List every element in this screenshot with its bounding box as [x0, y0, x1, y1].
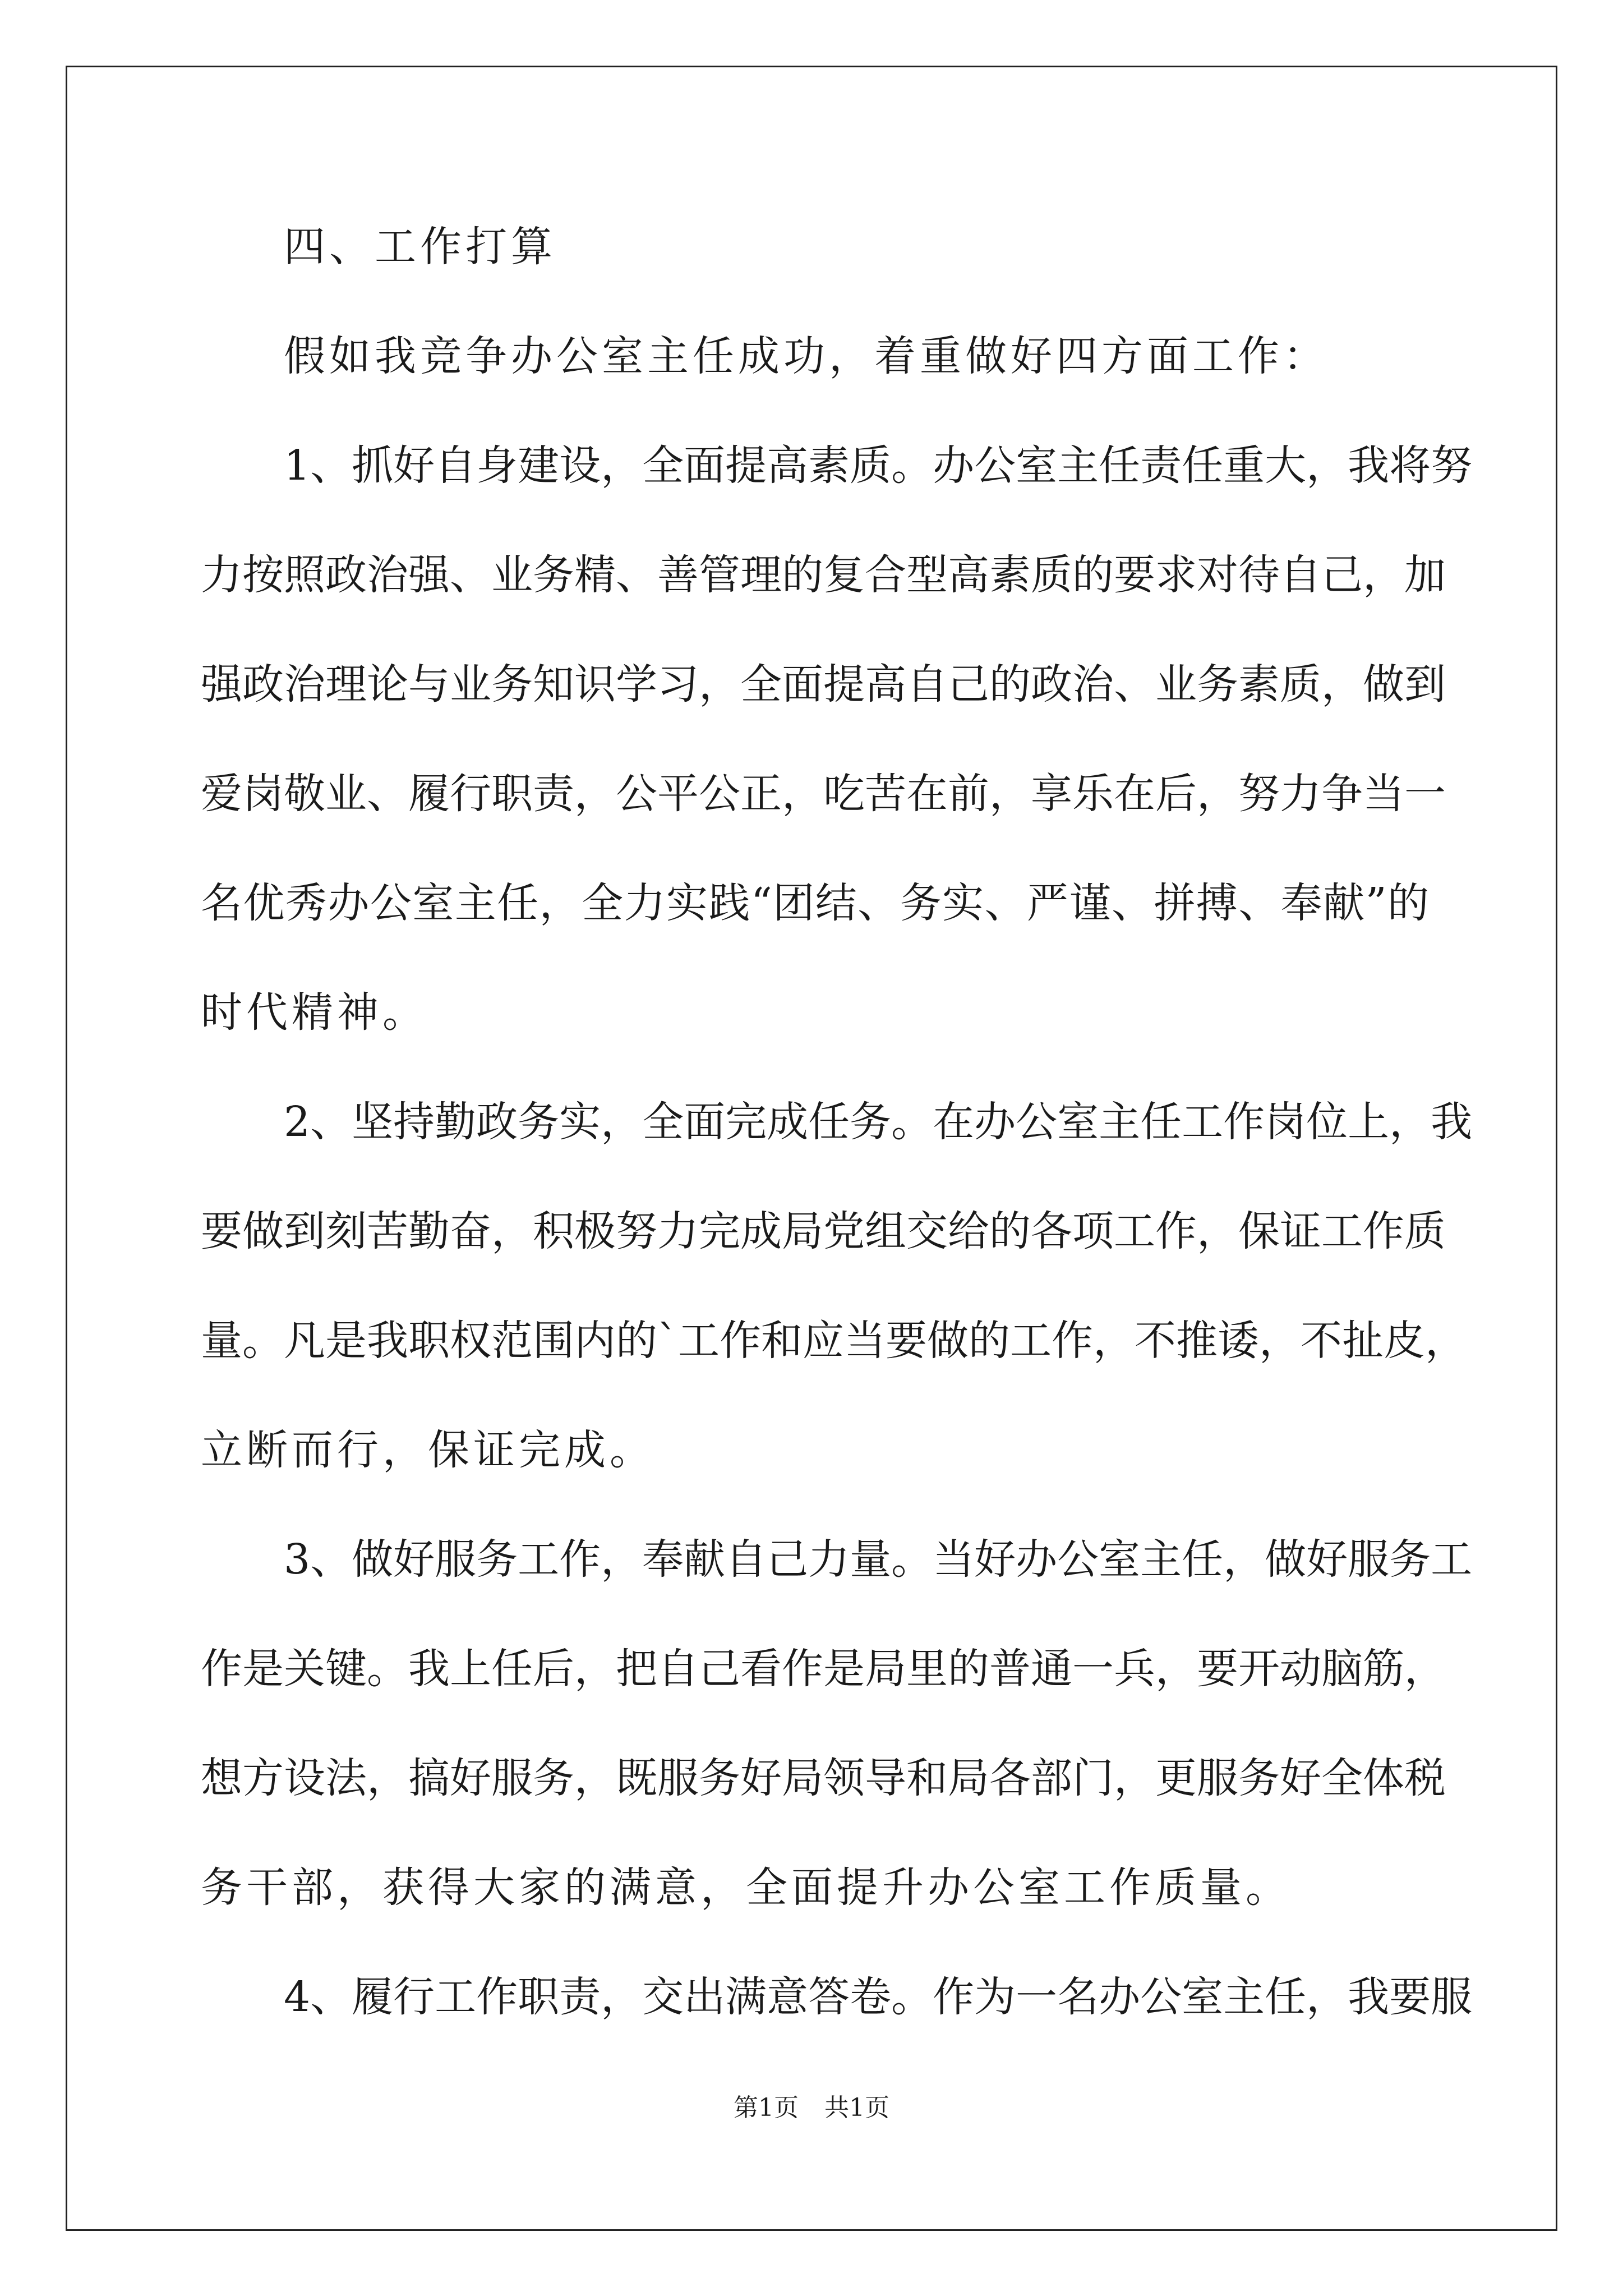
text-line [201, 1747, 1446, 1857]
paragraph-text: 3、做好服务工作，奉献自己力量。当好办公室主任，做好服务工 [284, 1535, 1473, 1584]
text-line [201, 544, 1446, 654]
text-line [201, 325, 1429, 435]
paragraph-text: 1、抓好自身建设，全面提高素质。办公室主任责任重大，我将努 [284, 441, 1473, 490]
text-line [201, 1638, 1446, 1747]
text-line [201, 982, 1429, 1091]
text-line [201, 1091, 1473, 1200]
text-line [201, 1966, 1473, 2076]
paragraph-text: 立断而行，保证完成。 [201, 1426, 655, 1474]
paragraph-text: 务干部，获得大家的满意，全面提升办公室工作质量。 [201, 1864, 1291, 1912]
paragraph-text: 量。凡是我职权范围内的`工作和应当要做的工作，不推诿，不扯皮， [201, 1317, 1467, 1365]
paragraph-text: 强政治理论与业务知识学习，全面提高自己的政治、业务素质，做到 [201, 660, 1446, 708]
text-line [201, 872, 1429, 982]
paragraph-text: 爱岗敬业、履行职责，公平公正，吃苦在前，享乐在后，努力争当一 [201, 770, 1446, 818]
section-heading: 四、工作打算 [284, 223, 556, 271]
text-line [201, 216, 1429, 325]
paragraph-text: 作是关键。我上任后，把自己看作是局里的普通一兵，要开动脑筋， [201, 1645, 1446, 1693]
paragraph-text: 要做到刻苦勤奋，积极努力完成局党组交给的各项工作，保证工作质 [201, 1207, 1446, 1255]
text-line [201, 1857, 1429, 1966]
paragraph-text: 4、履行工作职责，交出满意答卷。作为一名办公室主任，我要服 [284, 1973, 1473, 2021]
text-line [201, 1200, 1446, 1310]
paragraph-text: 想方设法，搞好服务，既服务好局领导和局各部门，更服务好全体税 [201, 1754, 1446, 1802]
paragraph-text: 假如我竞争办公室主任成功，着重做好四方面工作： [284, 332, 1329, 380]
page-number: 第1页 [734, 2093, 799, 2122]
paragraph-text: 时代精神。 [201, 988, 428, 1037]
paragraph-text: 2、坚持勤政务实，全面完成任务。在办公室主任工作岗位上，我 [284, 1098, 1473, 1146]
text-line [201, 654, 1446, 763]
text-line [201, 435, 1473, 544]
text-line [201, 1529, 1473, 1638]
paragraph-text: 名优秀办公室主任，全力实践“团结、务实、严谨、拼搏、奉献”的 [201, 879, 1429, 927]
document-body [201, 216, 1473, 2076]
page-footer [0, 2091, 1623, 2125]
text-line [201, 1310, 1467, 1419]
text-line [201, 1419, 1429, 1529]
page-total: 共1页 [824, 2093, 889, 2122]
text-line [201, 763, 1446, 872]
paragraph-text: 力按照政治强、业务精、善管理的复合型高素质的要求对待自己，加 [201, 551, 1446, 599]
